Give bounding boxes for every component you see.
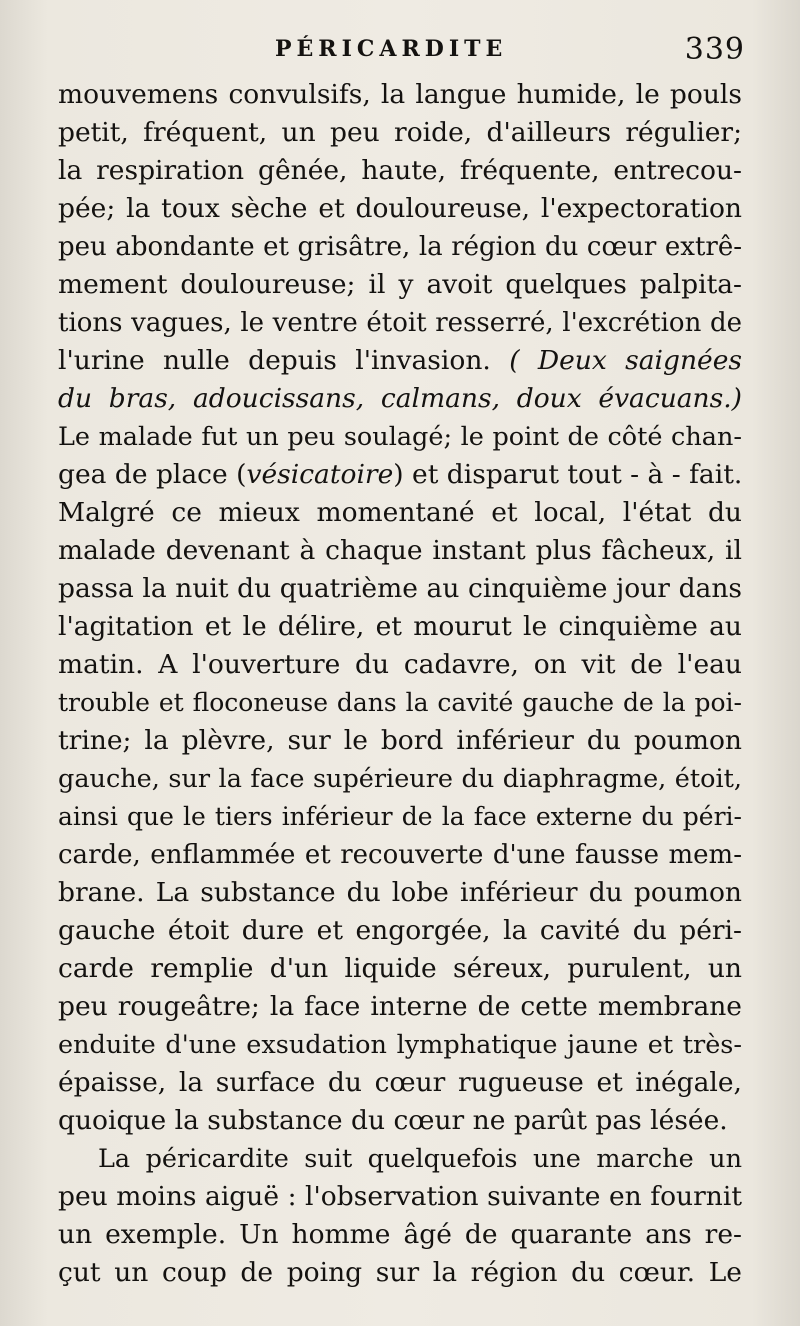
text-run: ) et disparut tout - à - fait. <box>393 459 743 490</box>
running-title: PÉRICARDITE <box>275 36 508 62</box>
text-line: peu moins aiguë : l'observation suivante en fournit <box>58 1181 742 1212</box>
text-line: la respiration gênée, haute, fréquente, entrecou- <box>58 155 742 186</box>
text-line: gauche, sur la face supérieure du diaphragme, étoit, <box>58 764 742 794</box>
text-line: peu rougeâtre; la face interne de cette membrane <box>58 991 742 1022</box>
text-line: épaisse, la surface du cœur rugueuse et inégale, <box>58 1067 742 1098</box>
text-line: passa la nuit du quatrième au cinquième jour dans <box>58 573 742 604</box>
text-line: matin. A l'ouverture du cadavre, on vit de l'eau <box>58 649 742 680</box>
text-line: Le malade fut un peu soulagé; le point de côté chan- <box>58 422 742 452</box>
text-line-mixed <box>58 342 742 380</box>
text-run: gea de place ( <box>58 459 247 490</box>
running-head <box>55 32 745 72</box>
page-number: 339 <box>684 32 745 67</box>
paragraph-start-line: La péricardite suit quelquefois une marche un <box>98 1144 742 1174</box>
text-line: enduite d'une exsudation lymphatique jaune et très- <box>58 1030 742 1060</box>
text-line: pée; la toux sèche et douloureuse, l'expectoration <box>58 193 742 224</box>
text-line: ainsi que le tiers inférieur de la face externe du péri- <box>58 802 742 831</box>
italic-run: vésicatoire <box>246 459 394 490</box>
italic-run: ( Deux saignées <box>509 345 743 376</box>
text-line: carde, enflammée et recouverte d'une fausse mem- <box>58 840 742 870</box>
text-line: mouvemens convulsifs, la langue humide, le pouls <box>58 79 742 110</box>
text-line: peu abondante et grisâtre, la région du cœur extrê- <box>58 232 742 262</box>
text-line: petit, fréquent, un peu roide, d'ailleurs régulier; <box>58 117 742 148</box>
text-line: du bras, adoucissans, calmans, doux évacuans.) <box>58 383 742 414</box>
body-text <box>58 76 742 1292</box>
text-line: gauche étoit dure et engorgée, la cavité du péri- <box>58 915 742 946</box>
text-line: Malgré ce mieux momentané et local, l'état du <box>58 497 742 528</box>
text-line: un exemple. Un homme âgé de quarante ans re- <box>58 1219 742 1250</box>
text-line: mement douloureuse; il y avoit quelques palpita- <box>58 269 742 300</box>
text-line: trouble et floconeuse dans la cavité gauche de la poi- <box>58 688 742 717</box>
text-line: brane. La substance du lobe inférieur du poumon <box>58 877 742 908</box>
text-line: trine; la plèvre, sur le bord inférieur du poumon <box>58 725 742 756</box>
text-line: quoique la substance du cœur ne parût pas lésée. <box>58 1105 728 1136</box>
text-line-mixed <box>58 456 742 494</box>
text-line: l'agitation et le délire, et mourut le cinquième au <box>58 611 742 642</box>
text-line: malade devenant à chaque instant plus fâcheux, il <box>58 535 742 566</box>
text-line: tions vagues, le ventre étoit resserré, l'excrétion de <box>58 308 742 338</box>
text-line: carde remplie d'un liquide séreux, purulent, un <box>58 953 742 984</box>
text-run: l'urine nulle depuis l'invasion. <box>58 345 491 376</box>
text-line: çut un coup de poing sur la région du cœur. Le <box>58 1257 742 1288</box>
